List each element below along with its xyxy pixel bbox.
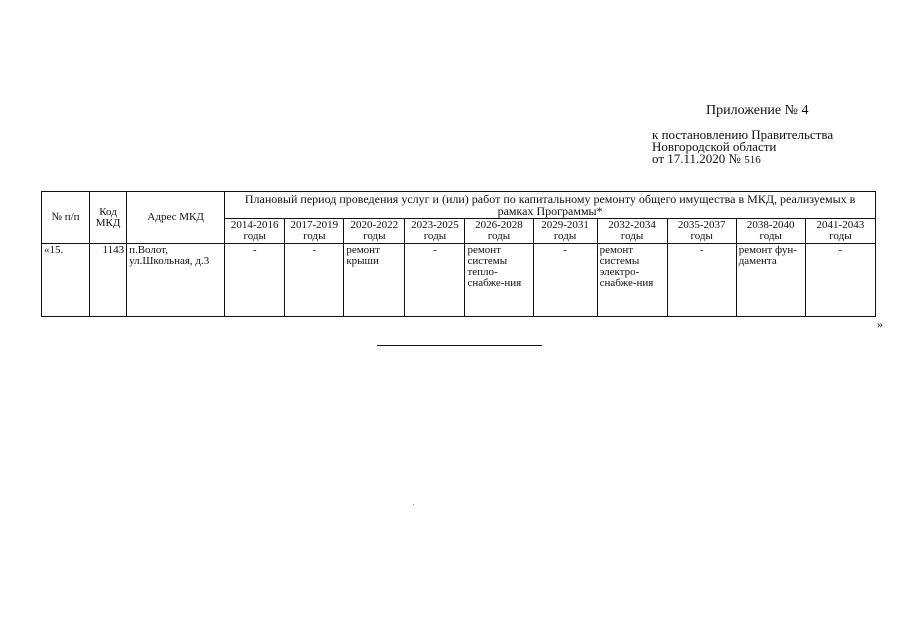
period-header bbox=[285, 219, 344, 244]
period-header bbox=[465, 219, 533, 244]
resolution-number: 516 bbox=[744, 154, 761, 166]
header-line-2: Новгородской области bbox=[652, 139, 777, 154]
period-unit: годы bbox=[829, 230, 852, 242]
period-years: 2020-2022 bbox=[350, 219, 399, 231]
period-unit: годы bbox=[363, 230, 386, 242]
period-cell: ремонт фун-дамента bbox=[736, 244, 805, 317]
header-row-1 bbox=[42, 192, 876, 219]
period-years: 2017-2019 bbox=[290, 219, 339, 231]
header-date: от 17.11.2020 № bbox=[652, 151, 745, 166]
period-cell: ремонт крыши bbox=[344, 244, 405, 317]
period-unit: годы bbox=[303, 230, 326, 242]
appendix-title: Приложение № 4 bbox=[706, 103, 809, 118]
scan-dot bbox=[413, 504, 414, 505]
period-unit: годы bbox=[487, 230, 511, 242]
row-address: п.Волот, ул.Школьная, д.3 bbox=[127, 244, 225, 317]
period-header bbox=[667, 219, 736, 244]
capital-repair-table bbox=[41, 191, 876, 317]
header-address: Адрес МКД bbox=[127, 192, 225, 244]
end-rule bbox=[377, 345, 542, 346]
period-years: 2038-2040 bbox=[746, 219, 795, 231]
period-header bbox=[533, 219, 597, 244]
period-cell: - bbox=[805, 244, 875, 317]
period-cell: - bbox=[405, 244, 465, 317]
period-years: 2026-2028 bbox=[475, 219, 523, 231]
period-cell: ремонт системы тепло-снабже-ния bbox=[465, 244, 533, 317]
period-years: 2023-2025 bbox=[411, 219, 459, 231]
period-unit: годы bbox=[690, 230, 713, 242]
period-years: 2035-2037 bbox=[677, 219, 726, 231]
closing-quote: » bbox=[877, 317, 883, 331]
period-cell: ремонт системы электро-снабже-ния bbox=[597, 244, 667, 317]
period-unit: годы bbox=[620, 230, 644, 242]
row-code: 1143 bbox=[90, 244, 127, 317]
period-header bbox=[225, 219, 285, 244]
period-years: 2032-2034 bbox=[608, 219, 656, 231]
header-period: Плановый период проведения услуг и (или) работ по капитальному ремонту общего имущества в МКД, реализуемых в рамках Программы* bbox=[225, 192, 876, 219]
period-cell: - bbox=[285, 244, 344, 317]
period-unit: годы bbox=[423, 230, 447, 242]
period-header bbox=[344, 219, 405, 244]
period-header bbox=[805, 219, 875, 244]
header-code: Код МКД bbox=[90, 192, 127, 244]
row-num: «15. bbox=[42, 244, 90, 317]
header-line-1: к постановлению Правительства bbox=[652, 127, 834, 142]
document-header bbox=[652, 105, 892, 166]
period-unit: годы bbox=[759, 230, 782, 242]
period-years: 2029-2031 bbox=[541, 219, 589, 231]
period-cell: - bbox=[667, 244, 736, 317]
period-years: 2014-2016 bbox=[230, 219, 279, 231]
period-years: 2041-2043 bbox=[816, 219, 865, 231]
header-num: № п/п bbox=[42, 192, 90, 244]
period-header bbox=[405, 219, 465, 244]
header-line-3 bbox=[652, 153, 892, 166]
period-header bbox=[597, 219, 667, 244]
period-cell: - bbox=[225, 244, 285, 317]
table-row bbox=[42, 244, 876, 317]
period-unit: годы bbox=[553, 230, 577, 242]
period-cell: - bbox=[533, 244, 597, 317]
period-header bbox=[736, 219, 805, 244]
period-unit: годы bbox=[243, 230, 266, 242]
